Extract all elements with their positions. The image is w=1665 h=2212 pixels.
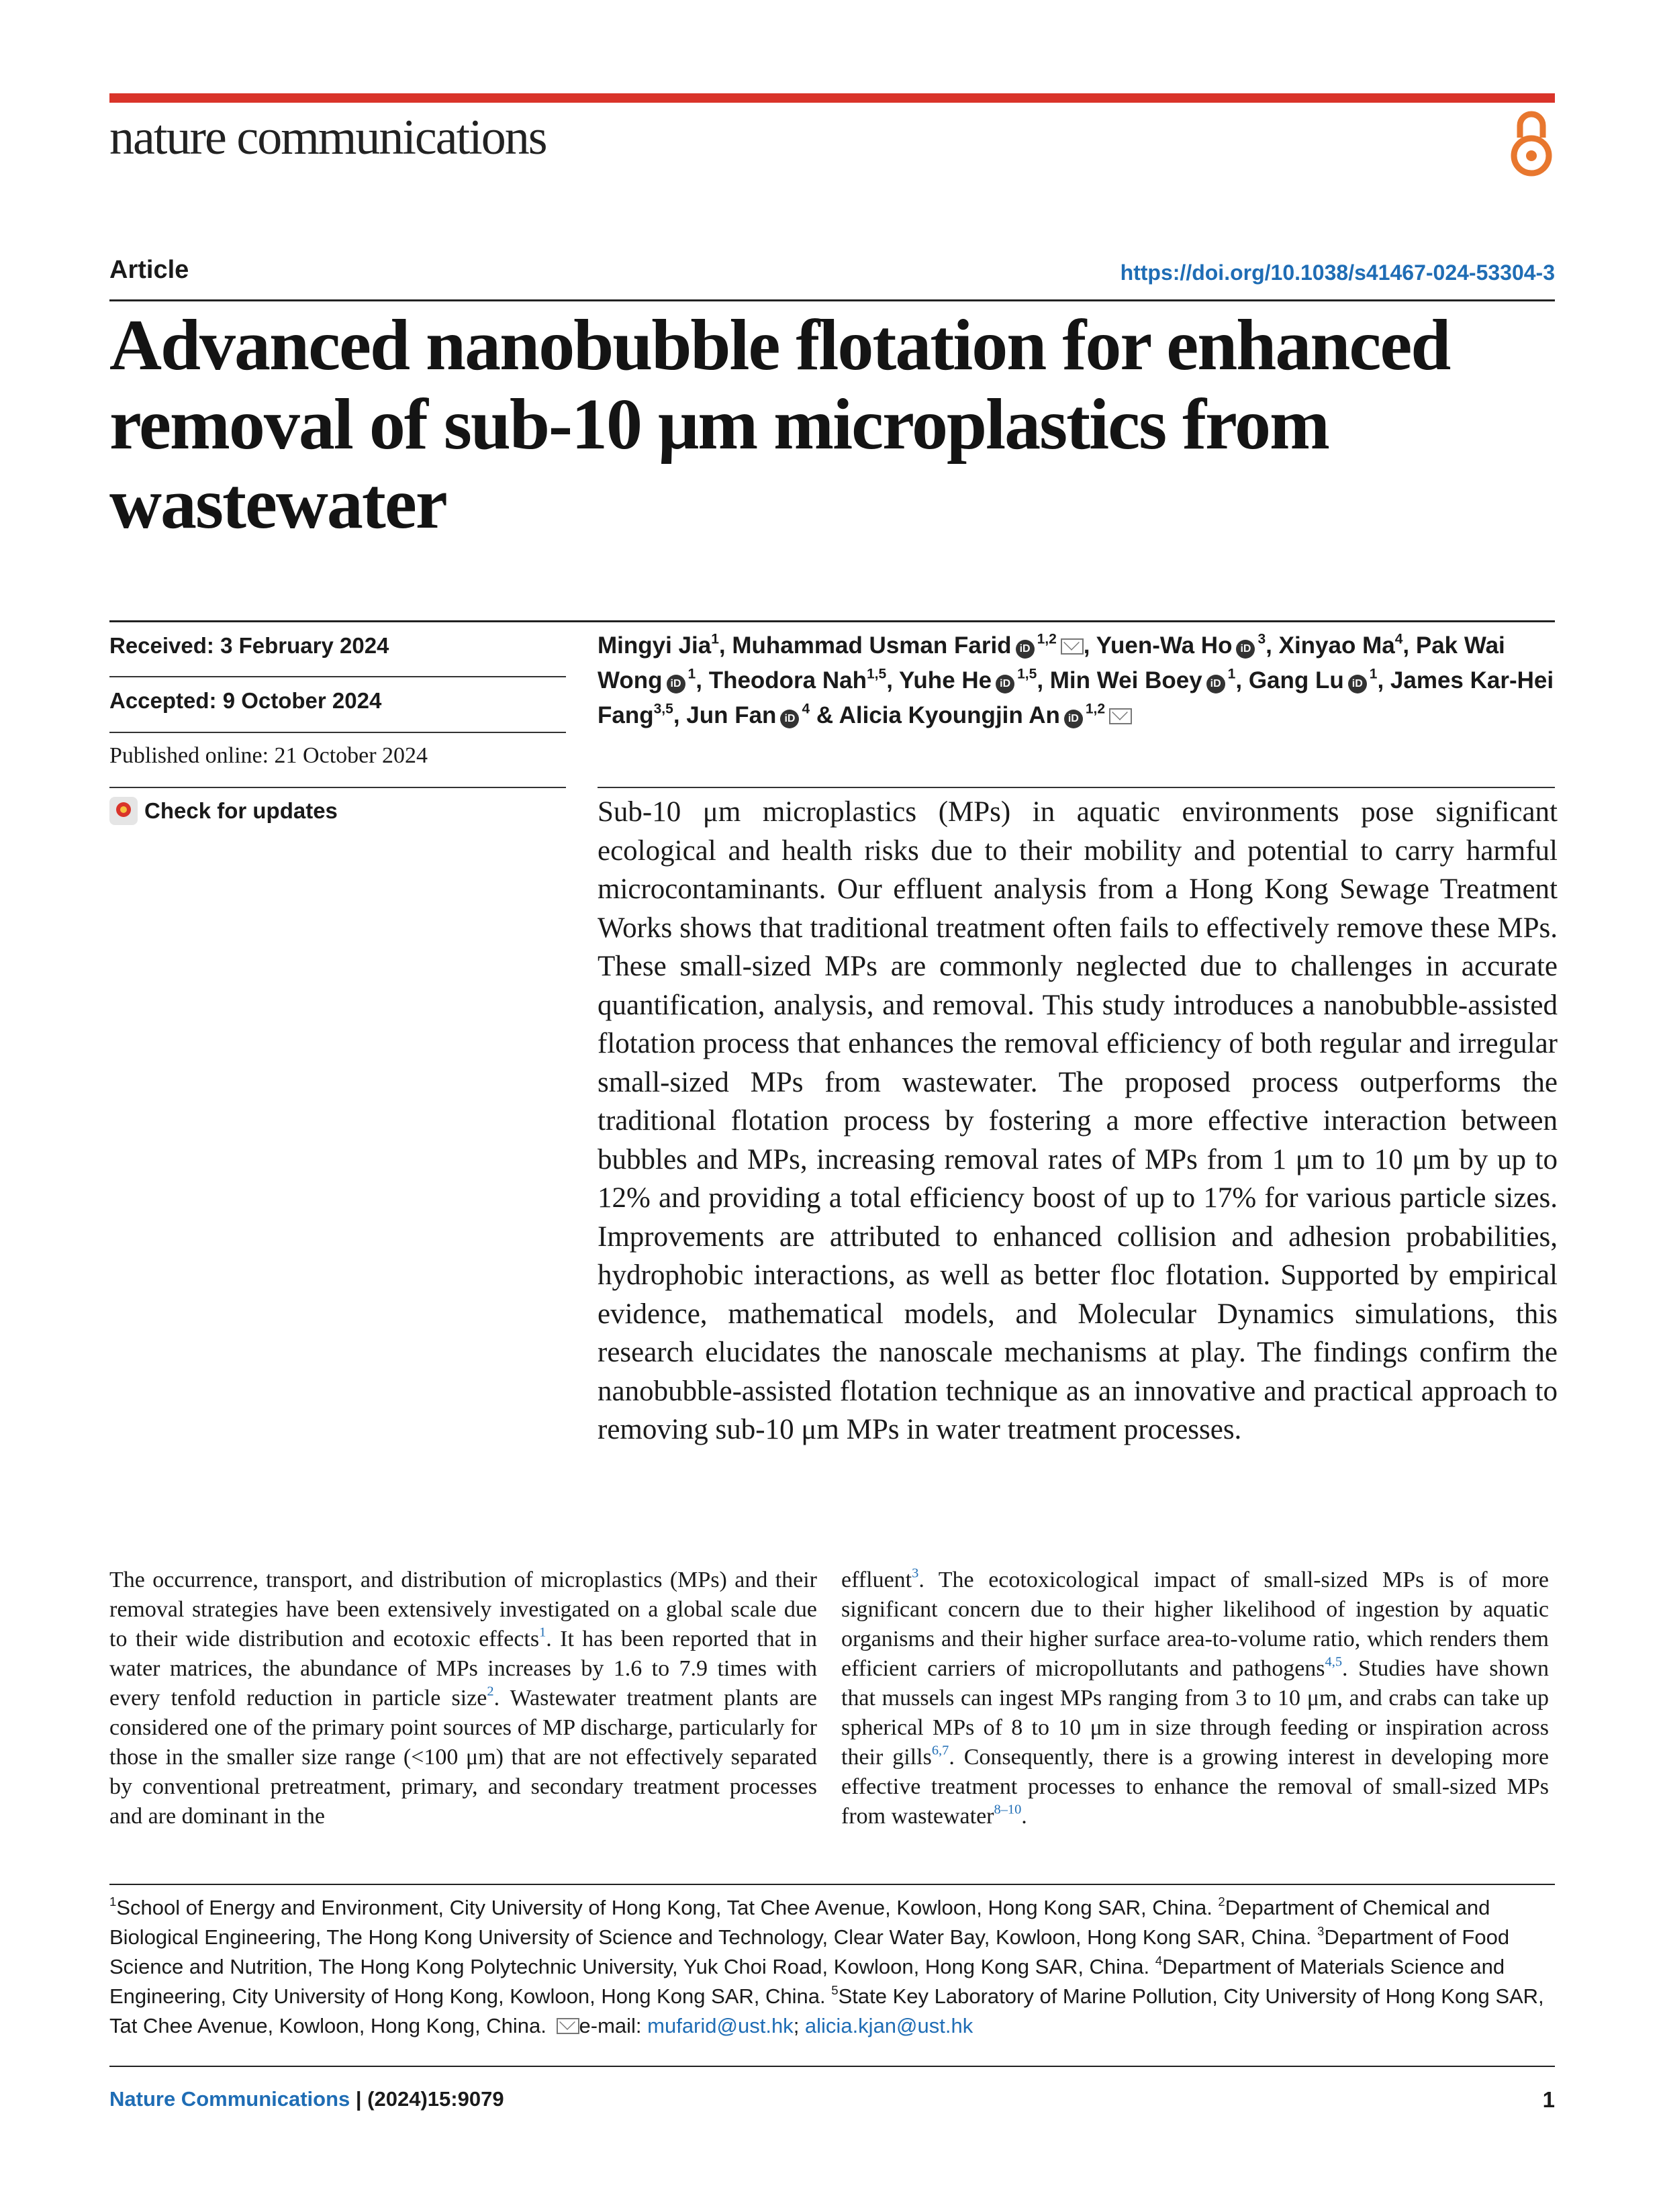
email-label: e-mail:	[579, 2014, 648, 2037]
body-column-right: effluent$^3$. The ecotoxicological impact of small-sized MPs is of more significant concern due to their higher likelihood of ingestion by aquatic organisms and their higher surface area-to-volume ratio, which renders them efficient carriers of micropollutants and pathogens$^{4,5}$. Studies have shown that mussels can ingest MPs ranging from 3 to 10 μm, and crabs can take up spherical MPs of 8 to 10 μm in size through feeding or inspiration across their gills$^{6,7}$. Consequently, there is a growing interest in developing more effective treatment processes to enhance the removal of small-sized MPs from wastewater$^{8-10}$.	[841, 1566, 1549, 1829]
author-affiliation-number: 1	[687, 666, 696, 682]
author-name: Theodora Nah	[708, 667, 867, 693]
abstract: Sub-10 μm microplastics (MPs) in aquatic environments pose significant ecological and health risks due to their mobility and potential to carry harmful microcontaminants. Our effluent analysis from a Hong Kong Sewage Treatment Works shows that traditional treatment often fails to effectively remove these MPs. These small-sized MPs are commonly neglected due to challenges in accurate quantification, analysis, and removal. This study introduces a nanobubble-assisted flotation process that enhances the removal efficiency of both regular and irregular small-sized MPs from wastewater. The proposed process outperforms the traditional flotation process by fostering a more effective interaction between bubbles and MPs, increasing removal rates of MPs from 1 μm to 10 μm by up to 12% and providing a total efficiency boost of up to 17% for various particle sizes. Improvements are attributed to enhanced collision and adhesion probabilities, hydrophobic interactions, as well as better floc flotation. Supported by empirical evidence, mathematical models, and Molecular Dynamics simulations, this research elucidates the nanoscale mechanisms at play. The findings confirm the nanobubble-assisted flotation technique as an innovative and practical approach to removing sub-10 μm MPs in water treatment processes.	[598, 796, 1558, 1445]
received-date: Received: 3 February 2024	[109, 633, 389, 658]
envelope-icon	[557, 2018, 579, 2034]
affiliation-number: 3	[1317, 1923, 1325, 1938]
footer-journal-link[interactable]: Nature Communications	[109, 2087, 350, 2111]
author[interactable]	[839, 702, 1132, 728]
author-affiliation-number: 4	[1394, 631, 1403, 647]
open-access-icon[interactable]	[1508, 105, 1555, 179]
journal-name: nature communications	[109, 110, 546, 165]
author-affiliation-number: 4	[802, 701, 810, 717]
orcid-icon[interactable]: iD	[667, 675, 685, 693]
author-affiliation-number: 3	[1257, 631, 1266, 647]
author-affiliation-number: 1	[711, 631, 719, 647]
affiliations: $^1$School of Energy and Environment, City University of Hong Kong, Tat Chee Avenue, Kowloon, Hong Kong SAR, China. $^2$Department of Chemical and Biological Engineering, The Hong Kong University of Science and Technology, Clear Water Bay, Kowloon, Hong Kong SAR, China. $^3$Department of Food Science and Nutrition, The Hong Kong Polytechnic University, Yuk Choi Road, Kowloon, Hong Kong SAR, China. $^4$Department of Materials Science and Engineering, City University of Hong Kong, Kowloon, Hong Kong SAR, China. $^5$State Key Laboratory of Marine Pollution, City University of Hong Kong SAR, Tat Chee Avenue, Kowloon, Hong Kong, China. e-mail: mufarid@ust.hk; alicia.kjan@ust.hk	[109, 1894, 1544, 2037]
author[interactable]	[899, 667, 1037, 693]
email-link[interactable]: mufarid@ust.hk	[647, 2014, 794, 2037]
author-affiliation-number: 1,2	[1037, 631, 1057, 647]
affiliation-text: Department of Chemical and Biological Engineering, The Hong Kong University of Science and Technology, Clear Water Bay, Kowloon, Hong Kong SAR, China.	[109, 1896, 1490, 1949]
author-affiliation-number: 1,5	[1017, 666, 1037, 682]
divider	[109, 787, 566, 788]
affiliation-number: 5	[831, 1982, 839, 1997]
check-updates-label: Check for updates	[144, 798, 338, 823]
divider	[109, 1884, 1555, 1885]
reference-citation[interactable]: 8–10	[994, 1802, 1022, 1817]
author-name: Gang Lu	[1248, 667, 1344, 693]
author-name: Muhammad Usman Farid	[732, 632, 1012, 659]
doi-link[interactable]: https://doi.org/10.1038/s41467-024-53304-3	[1120, 260, 1555, 285]
reference-citation[interactable]: 4,5	[1325, 1654, 1343, 1670]
affiliation-text: Department of Food Science and Nutrition, The Hong Kong Polytechnic University, Yuk Choi Road, Kowloon, Hong Kong SAR, China.	[109, 1925, 1510, 1978]
author-name: Pak Wai Wong	[598, 632, 1505, 693]
affiliation-text: School of Energy and Environment, City University of Hong Kong, Tat Chee Avenue, Kowloon, Hong Kong SAR, China.	[116, 1896, 1219, 1919]
reference-citation[interactable]: 3	[912, 1566, 919, 1581]
divider	[109, 2066, 1555, 2067]
email-link[interactable]: alicia.kjan@ust.hk	[804, 2014, 973, 2037]
author-name: Yuhe He	[899, 667, 992, 693]
article-title: Advanced nanobubble flotation for enhanced removal of sub-10 μm microplastics from wastewater	[109, 305, 1450, 544]
orcid-icon[interactable]: iD	[996, 675, 1014, 693]
author[interactable]	[598, 632, 719, 659]
author[interactable]	[1096, 632, 1266, 659]
page-number: 1	[1542, 2087, 1555, 2112]
orcid-icon[interactable]: iD	[1236, 640, 1255, 659]
author-affiliation-number: 3,5	[653, 701, 673, 717]
divider	[109, 676, 566, 677]
author[interactable]	[686, 702, 810, 728]
author-name: Xinyao Ma	[1278, 632, 1395, 659]
author-affiliation-number: 1	[1369, 666, 1378, 682]
orcid-icon[interactable]: iD	[1206, 675, 1225, 693]
author-affiliation-number: 1	[1227, 666, 1236, 682]
published-date: Published online: 21 October 2024	[109, 743, 428, 768]
footer-citation	[109, 2087, 504, 2111]
reference-citation[interactable]: 1	[539, 1625, 546, 1640]
footer-volume: | (2024)15:9079	[350, 2087, 504, 2111]
orcid-icon[interactable]: iD	[1064, 710, 1083, 728]
divider	[109, 299, 1555, 301]
author[interactable]	[709, 667, 887, 693]
affiliation-number: 4	[1155, 1953, 1163, 1968]
author-name: Min Wei Boey	[1049, 667, 1202, 693]
author-affiliation-number: 1,2	[1085, 701, 1106, 717]
affiliation-number: 1	[109, 1894, 117, 1909]
author-name: Yuen-Wa Ho	[1096, 632, 1233, 659]
orcid-icon[interactable]: iD	[780, 710, 799, 728]
body-column-left: The occurrence, transport, and distribution of microplastics (MPs) and their removal strategies have been extensively investigated on a global scale due to their wide distribution and ecotoxic effects$^1$. It has been reported that in water matrices, the abundance of MPs increases by 1.6 to 7.9 times with every tenfold reduction in particle size$^2$. Wastewater treatment plants are considered one of the primary point sources of MP discharge, particularly for those in the smaller size range (<100 μm) that are not effectively separated by conventional pretreatment, primary, and secondary treatment processes and are dominant in the	[109, 1568, 818, 1829]
accepted-date: Accepted: 9 October 2024	[109, 688, 382, 713]
divider	[109, 732, 566, 733]
reference-citation[interactable]: 6,7	[931, 1743, 949, 1758]
author[interactable]	[1249, 667, 1378, 693]
affiliation-number: 2	[1218, 1894, 1225, 1909]
author[interactable]	[732, 632, 1083, 659]
orcid-icon[interactable]: iD	[1016, 640, 1035, 659]
divider	[598, 787, 1555, 788]
affiliation-text: Department of Materials Science and Engineering, City University of Hong Kong, Kowloon, Hong Kong SAR, China.	[109, 1955, 1505, 2008]
author-affiliation-number: 1,5	[866, 666, 887, 682]
author-name: Jun Fan	[686, 702, 777, 728]
check-for-updates-button[interactable]	[109, 794, 338, 828]
header-accent-bar	[109, 93, 1555, 103]
reference-citation[interactable]: 2	[487, 1684, 494, 1699]
author[interactable]	[1050, 667, 1236, 693]
affiliation-text: State Key Laboratory of Marine Pollution, City University of Hong Kong SAR, Tat Chee Avenue, Kowloon, Hong Kong, China.	[109, 1984, 1544, 2037]
author-name: James Kar-Hei Fang	[598, 667, 1554, 728]
author-list: Mingyi Jia$^1$, Muhammad Usman Farid iD$^{1,2}$ , Yuen-Wa Ho $iD^3$, Xinyao Ma$^4$, Pak Wai Wong $iD^1$, Theodora Nah$^{1,5}$, Yuhe He iD$^{1,5}$, Min Wei Boey $iD^1$, Gang Lu $iD^1$, James Kar-Hei Fang$^{3,5}$, Jun Fan $iD^4$ & Alicia Kyoungjin An iD$^{1,2}$	[598, 631, 1554, 728]
orcid-icon[interactable]: iD	[1348, 675, 1367, 693]
author-name: Alicia Kyoungjin An	[839, 702, 1060, 728]
author[interactable]	[1279, 632, 1403, 659]
envelope-icon[interactable]	[1061, 638, 1084, 655]
crossmark-icon	[109, 797, 138, 825]
article-type-label: Article	[109, 256, 189, 284]
author-name: Mingyi Jia	[598, 632, 712, 659]
divider	[109, 620, 1555, 622]
envelope-icon[interactable]	[1109, 708, 1132, 724]
